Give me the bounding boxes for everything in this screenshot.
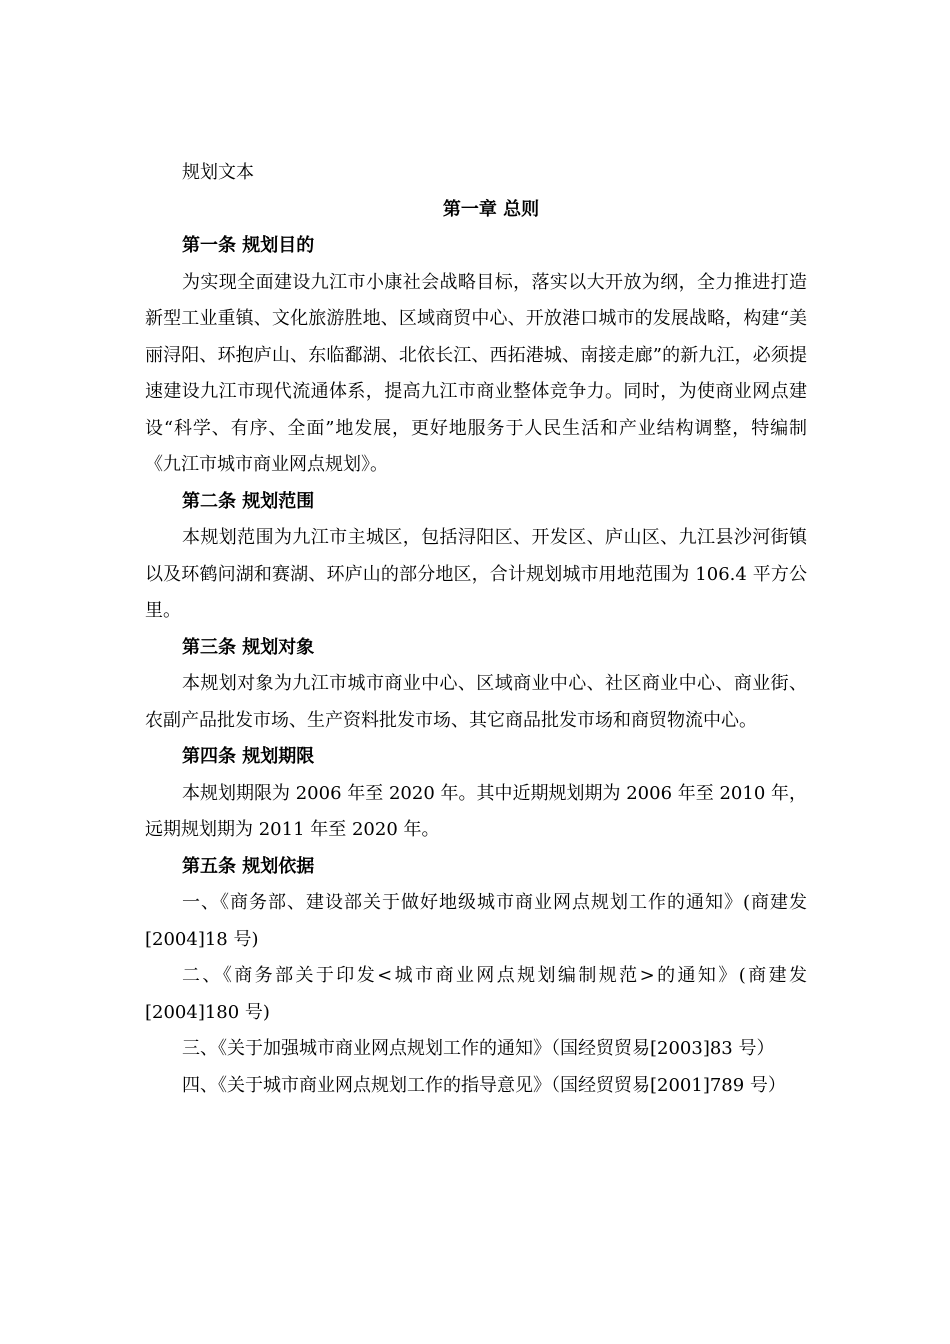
article-title: 第四条 规划期限 — [182, 746, 315, 767]
article-paragraph: 本规划对象为九江市城市商业中心、区域商业中心、社区商业中心、商业街、农副产品批发市场、生产资料批发市场、其它商品批发市场和商贸物流中心。 — [145, 673, 807, 731]
basis-item: 二、《商务部关于印发<城市商业网点规划编制规范>的通知》(商建发[2004]180 号) — [145, 965, 807, 1023]
article-3 — [145, 630, 807, 740]
article-4 — [145, 739, 807, 849]
basis-item: 三、《关于加强城市商业网点规划工作的通知》（国经贸贸易[2003]83 号） — [182, 1038, 775, 1059]
article-paragraph: 本规划期限为 2006 年至 2020 年。其中近期规划期为 2006 年至 2010 年，远期规划期为 2011 年至 2020 年。 — [145, 782, 808, 840]
basis-item: 一、《商务部、建设部关于做好地级城市商业网点规划工作的通知》(商建发[2004]18 号) — [145, 892, 807, 950]
article-paragraph: 本规划范围为九江市主城区，包括浔阳区、开发区、庐山区、九江县沙河街镇以及环鹤问湖和赛湖、环庐山的部分地区，合计规划城市用地范围为 106.4 平方公里。 — [145, 527, 807, 621]
article-title: 第五条 规划依据 — [182, 855, 315, 877]
article-5 — [145, 849, 807, 1105]
article-title: 第二条 规划范围 — [182, 490, 315, 512]
article-title: 第三条 规划对象 — [182, 636, 315, 658]
article-1 — [145, 228, 807, 484]
article-2 — [145, 484, 807, 630]
basis-item: 四、《关于城市商业网点规划工作的指导意见》（国经贸贸易[2001]789 号） — [182, 1074, 786, 1096]
article-title: 第一条 规划目的 — [182, 235, 315, 256]
document-label: 规划文本 — [182, 162, 254, 183]
chapter-title: 第一章 总则 — [442, 198, 540, 220]
document-body — [145, 155, 807, 1104]
article-paragraph: 为实现全面建设九江市小康社会战略目标，落实以大开放为纲，全力推进打造新型工业重镇、文化旅游胜地、区域商贸中心、开放港口城市的发展战略，构建“美丽浔阳、环抱庐山、东临鄱湖、北依长江、西拓港城、南接走廊”的新九江，必须提速建设九江市现代流通体系，提高九江市商业整体竞争力。同时，为使商业网点建设“科学、有序、全面”地发展，更好地服务于人民生活和产业结构调整，特编制《九江市城市商业网点规划》。 — [145, 271, 807, 475]
